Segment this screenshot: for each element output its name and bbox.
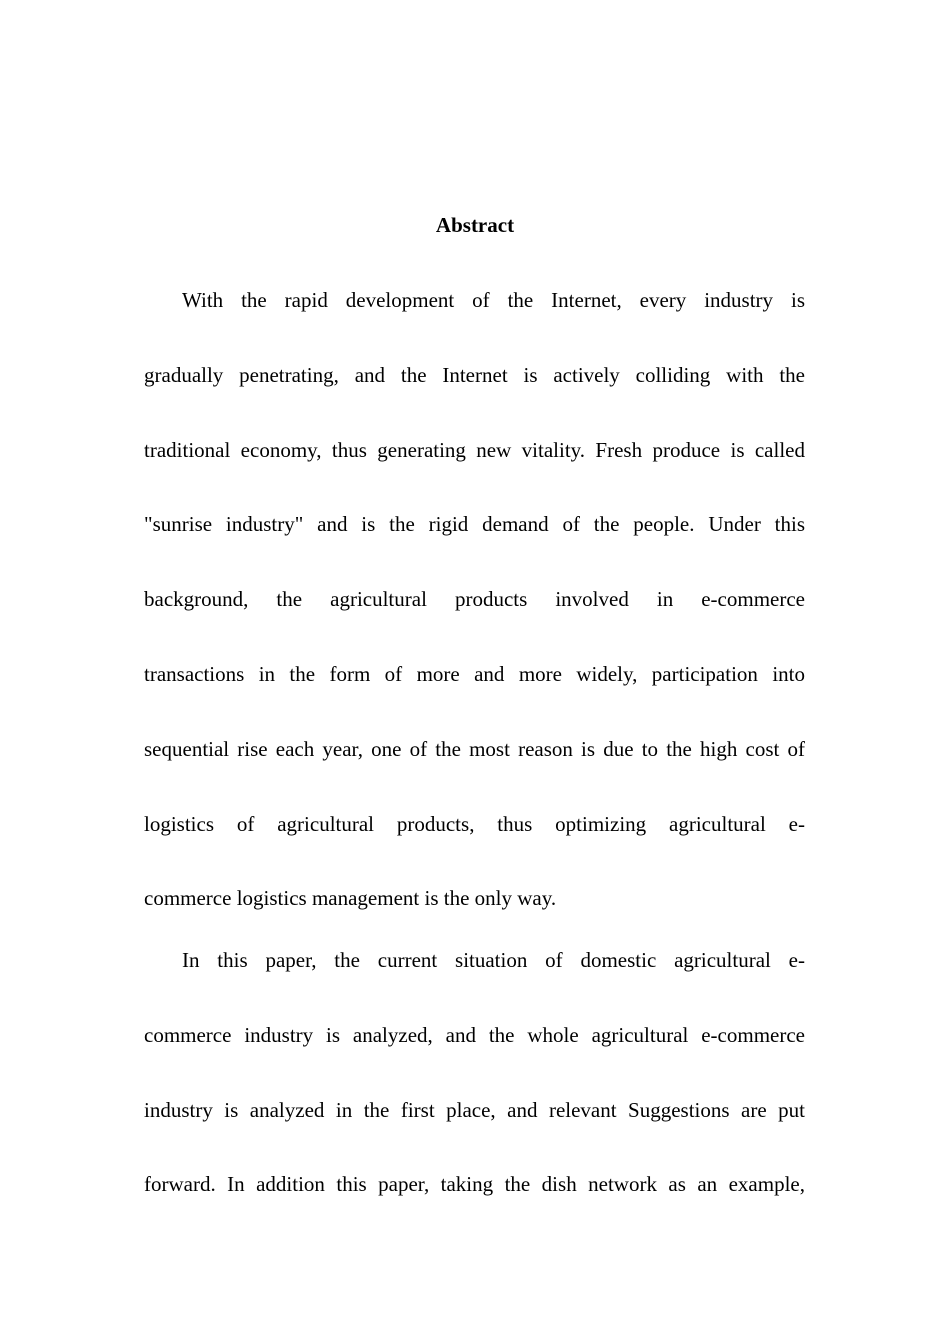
paragraph-line: With the rapid development of the Internet, every industry is (182, 288, 805, 312)
paragraph-line: logistics of agricultural products, thus optimizing agricultural e- (144, 811, 805, 836)
paragraph-line: "sunrise industry" and is the rigid demand of the people. Under this (144, 512, 805, 537)
paragraph-line: commerce logistics management is the only way. (144, 886, 557, 911)
paragraph-line: gradually penetrating, and the Internet is actively colliding with the (144, 362, 805, 387)
paragraph-line: forward. In addition this paper, taking the dish network as an example, (144, 1172, 805, 1197)
paragraph-line: sequential rise each year, one of the most reason is due to the high cost of (144, 736, 805, 761)
abstract-heading: Abstract (435, 213, 515, 237)
paragraph-line: transactions in the form of more and more widely, participation into (144, 661, 805, 686)
abstract-paragraph-2 (144, 947, 805, 1246)
paragraph-line: traditional economy, thus generating new vitality. Fresh produce is called (144, 437, 805, 462)
paragraph-line: background, the agricultural products involved in e-commerce (144, 587, 805, 612)
paragraph-line: commerce industry is analyzed, and the whole agricultural e-commerce (144, 1022, 805, 1047)
paragraph-line: industry is analyzed in the first place, and relevant Suggestions are put (144, 1097, 805, 1122)
paragraph-line: In this paper, the current situation of domestic agricultural e- (182, 948, 805, 972)
abstract-paragraph-1 (144, 287, 805, 960)
